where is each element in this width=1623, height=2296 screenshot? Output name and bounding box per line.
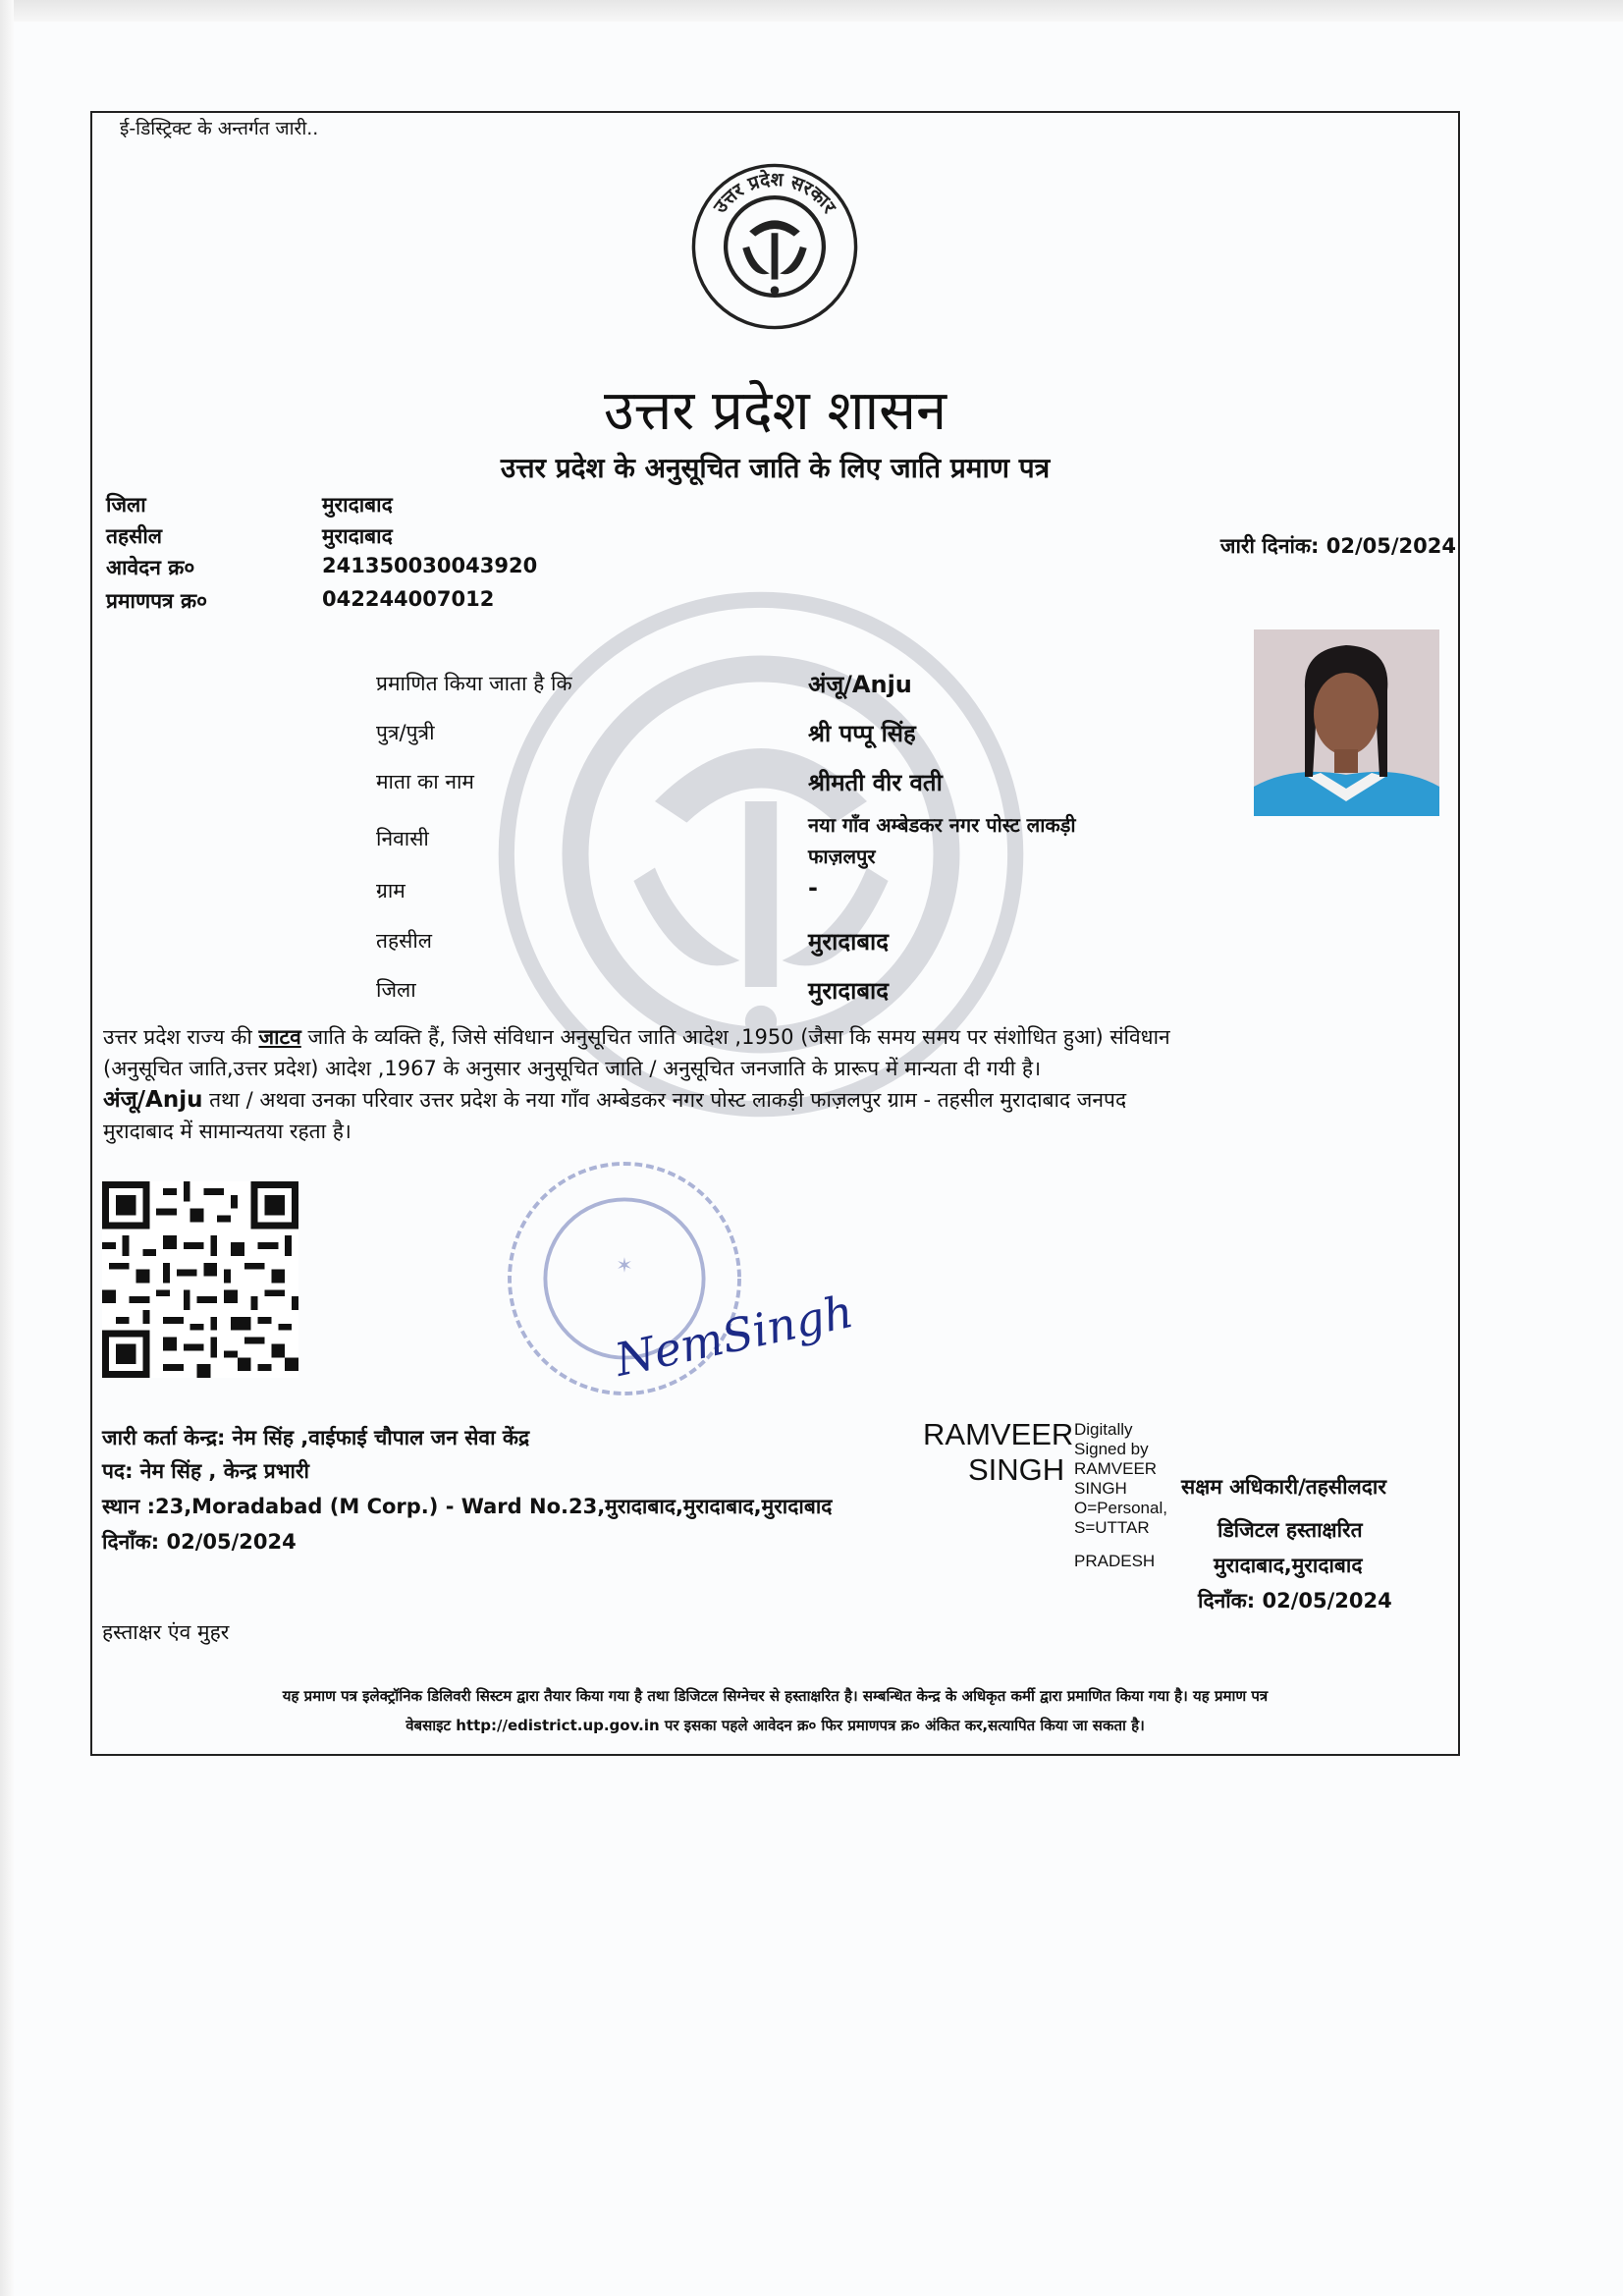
parent-label: पुत्र/पुत्री [376,721,435,744]
scan-edge [0,0,1623,22]
mother-name: श्रीमती वीर वती [808,769,943,796]
authority-place: मुरादाबाद,मुरादाबाद [1214,1554,1363,1577]
father-name: श्री पप्पू सिंह [808,720,916,747]
caste-statement-part: जाति के व्यक्ति हैं, जिसे संविधान अनुसूचित जाति आदेश ,1950 (जैसा कि समय समय पर संशोधित हुआ) संविधान [300,1025,1170,1049]
issuer-post: पद: नेम सिंह , केन्द्र प्रभारी [102,1459,309,1483]
field-district-value: मुरादाबाद [808,977,890,1005]
village-label: ग्राम [376,879,406,902]
district-label: जिला [106,493,146,517]
field-district-label: जिला [376,978,416,1002]
application-no-value: 241350030043920 [322,554,538,577]
residence-statement [103,1084,1458,1147]
qr-code [102,1181,298,1378]
digital-sign-line: RAMVEER [1074,1459,1158,1478]
signature-seal-label: हस्ताक्षर एंव मुहर [102,1620,230,1644]
certificate-title: उत्तर प्रदेश के अनुसूचित जाति के लिए जाति प्रमाण पत्र [500,452,1051,484]
verification-footer [90,1681,1460,1740]
government-title: उत्तर प्रदेश शासन [603,379,947,443]
digital-sign-line: SINGH [1074,1479,1127,1498]
applicant-name: अंजू/Anju [808,671,912,698]
emblem-ring-text: उत्तर प्रदेश सरकार [709,168,840,218]
certificate-no-value: 042244007012 [322,587,495,611]
field-tehsil-value: मुरादाबाद [808,928,890,956]
resident-label: निवासी [376,827,429,850]
scan-edge-left [0,0,14,2296]
certified-label: प्रमाणित किया जाता है कि [376,672,572,695]
residence-statement-part: तथा / अथवा उनका परिवार उत्तर प्रदेश के नया गाँव अम्बेडकर नगर पोस्ट लाकड़ी फाज़लपुर ग्राम - तहसील मुरादाबाद जनपद [202,1088,1127,1112]
caste-statement [103,1021,1458,1084]
digital-sign-line: PRADESH [1074,1552,1156,1570]
district-value: मुरादाबाद [322,493,393,517]
digital-sign-line: Digitally [1074,1420,1133,1439]
issuer-place: स्थान :23,Moradabad (M Corp.) - Ward No.23,मुरादाबाद,मुरादाबाद,मुरादाबाद [102,1495,833,1518]
village-value: - [808,874,818,902]
resident-value: नया गाँव अम्बेडकर नगर पोस्ट लाकड़ी [808,813,1076,837]
signer-name-line2: SINGH [968,1452,1065,1487]
issued-under-note: ई-डिस्ट्रिक्ट के अन्तर्गत जारी.. [120,118,319,139]
svg-text:उत्तर प्रदेश सरकार [709,168,840,218]
handwritten-signature [607,1284,858,1387]
residence-applicant-name: अंजू/Anju [103,1087,203,1113]
signature-text: NemSingh [610,1284,858,1387]
signer-name-line1: RAMVEER [923,1417,1074,1451]
up-government-emblem-icon [690,162,859,331]
caste-statement-part: उत्तर प्रदेश राज्य की [103,1025,259,1049]
tehsil-label: तहसील [106,524,162,548]
authority-date: दिनाँक: 02/05/2024 [1198,1589,1392,1613]
caste-statement-part: (अनुसूचित जाति,उत्तर प्रदेश) आदेश ,1967 के अनुसार अनुसूचित जाति / अनुसूचित जनजाति के प्रारूप में मान्यता दी गयी है। [103,1057,1042,1080]
issue-date: जारी दिनांक: 02/05/2024 [1219,534,1456,558]
applicant-photo [1254,629,1439,816]
svg-text:✶: ✶ [616,1253,633,1278]
footer-line: यह प्रमाण पत्र इलेक्ट्रॉनिक डिलिवरी सिस्टम द्वारा तैयार किया गया है तथा डिजिटल सिग्नेचर से हस्ताक्षरित है। सम्बन्धित केन्द्र के अधिकृत कर्मी द्वारा प्रमाणित किया गया है। यह प्रमाण पत्र [282,1687,1269,1705]
caste-name: जाटव [258,1025,301,1049]
mother-label: माता का नाम [376,770,474,793]
certificate-no-label: प्रमाणपत्र क्र० [106,589,208,613]
tehsil-value: मुरादाबाद [322,524,393,548]
field-tehsil-label: तहसील [376,929,432,953]
residence-statement-part: मुरादाबाद में सामान्यतया रहता है। [103,1120,352,1143]
resident-value-line2: फाज़लपुर [808,845,876,868]
authority-title: सक्षम अधिकारी/तहसीलदार [1181,1475,1386,1499]
issuing-center: जारी कर्ता केन्द्र: नेम सिंह ,वाईफाई चौपाल जन सेवा केंद्र [102,1426,530,1449]
footer-line: वेबसाइट http://edistrict.up.gov.in पर इसका पहले आवेदन क्र० फिर प्रमाणपत्र क्र० अंकित कर,सत्यापित किया जा सकता है। [406,1717,1145,1734]
digital-sign-line: S=UTTAR [1074,1518,1150,1537]
digital-sign-line: Signed by [1074,1440,1149,1458]
application-no-label: आवेदन क्र० [106,556,195,579]
digital-sign-line: O=Personal, [1074,1499,1167,1517]
issuer-date: दिनाँक: 02/05/2024 [102,1530,297,1554]
digital-sign-details [1074,1420,1167,1571]
digitally-signed-label: डिजिटल हस्ताक्षरित [1217,1518,1363,1542]
